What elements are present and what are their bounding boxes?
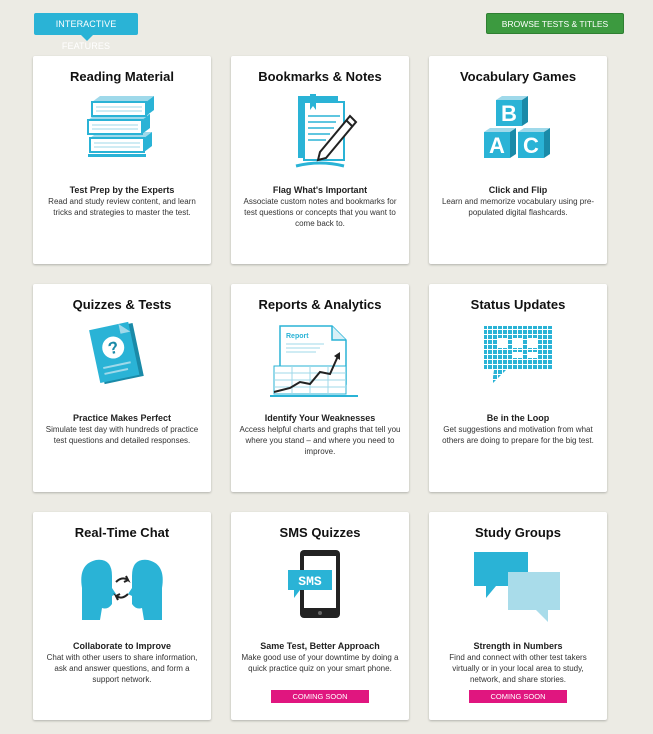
notebook-pen-icon bbox=[270, 92, 370, 172]
card-sms-quizzes[interactable] bbox=[231, 512, 409, 720]
sms-label: SMS bbox=[298, 574, 322, 589]
card-description: Learn and memorize vocabulary using pre-populated digital flashcards. bbox=[441, 197, 595, 217]
card-vocabulary-games[interactable] bbox=[429, 56, 607, 264]
svg-text:?: ? bbox=[106, 337, 121, 359]
card-description: Get suggestions and motivation from what others are doing to prepare for the big test. bbox=[442, 425, 594, 445]
card-subtitle: Same Test, Better Approach bbox=[260, 641, 380, 651]
books-icon bbox=[72, 92, 172, 172]
card-description: Simulate test day with hundreds of practice test questions and detailed responses. bbox=[45, 425, 199, 445]
card-title: Reports & Analytics bbox=[258, 297, 382, 312]
card-description: Make good use of your downtime by doing a quick practice quiz on your smart phone. bbox=[241, 653, 399, 673]
card-description: Find and connect with other test takers virtually or in your local area to study, network, and share stories. bbox=[449, 653, 587, 684]
card-description: Associate custom notes and bookmarks for test questions or concepts that you want to come back to. bbox=[243, 197, 397, 228]
card-subtitle: Collaborate to Improve bbox=[72, 641, 171, 651]
card-description: Access helpful charts and graphs that tell you where you stand – and where you need to improve. bbox=[239, 425, 401, 456]
interactive-features-tag: INTERACTIVE FEATURES bbox=[34, 13, 138, 35]
svg-text:B: B bbox=[501, 101, 517, 126]
sms-phone-icon bbox=[270, 548, 370, 628]
card-title: Quizzes & Tests bbox=[72, 297, 172, 312]
card-title: Vocabulary Games bbox=[459, 69, 577, 84]
report-chart-icon bbox=[270, 320, 370, 400]
two-heads-chat-icon bbox=[72, 548, 172, 628]
card-title: Real-Time Chat bbox=[74, 525, 170, 540]
card-title: Study Groups bbox=[475, 525, 561, 540]
card-study-groups[interactable] bbox=[429, 512, 607, 720]
card-description: Chat with other users to share information, ask and answer questions, and form a support network. bbox=[46, 653, 198, 684]
card-subtitle: Click and Flip bbox=[488, 185, 548, 195]
card-description: Read and study review content, and learn tricks and strategies to master the test. bbox=[48, 197, 196, 217]
card-subtitle: Flag What's Important bbox=[272, 185, 368, 195]
question-document-icon bbox=[72, 320, 172, 400]
svg-text:C: C bbox=[523, 133, 539, 158]
card-title: Status Updates bbox=[470, 297, 566, 312]
card-title: Reading Material bbox=[69, 69, 175, 84]
card-quizzes-tests[interactable] bbox=[33, 284, 211, 492]
card-title: Bookmarks & Notes bbox=[258, 69, 382, 84]
chat-bubbles-icon bbox=[468, 548, 568, 628]
coming-soon-badge[interactable]: COMING SOON bbox=[469, 690, 567, 703]
card-subtitle: Identify Your Weaknesses bbox=[264, 413, 376, 423]
card-bookmarks-notes[interactable] bbox=[231, 56, 409, 264]
card-subtitle: Be in the Loop bbox=[486, 413, 550, 423]
card-reports-analytics[interactable] bbox=[231, 284, 409, 492]
card-real-time-chat[interactable] bbox=[33, 512, 211, 720]
card-status-updates[interactable] bbox=[429, 284, 607, 492]
card-title: SMS Quizzes bbox=[279, 525, 361, 540]
report-label: Report bbox=[286, 333, 309, 340]
card-subtitle: Strength in Numbers bbox=[473, 641, 563, 651]
svg-text:A: A bbox=[489, 133, 505, 158]
abc-blocks-icon bbox=[468, 92, 568, 172]
card-subtitle: Practice Makes Perfect bbox=[72, 413, 172, 423]
card-reading-material[interactable] bbox=[33, 56, 211, 264]
coming-soon-badge[interactable]: COMING SOON bbox=[271, 690, 369, 703]
browse-tests-button[interactable]: BROWSE TESTS & TITLES bbox=[486, 13, 624, 34]
card-subtitle: Test Prep by the Experts bbox=[69, 185, 175, 195]
speech-bubble-icon bbox=[468, 320, 568, 400]
